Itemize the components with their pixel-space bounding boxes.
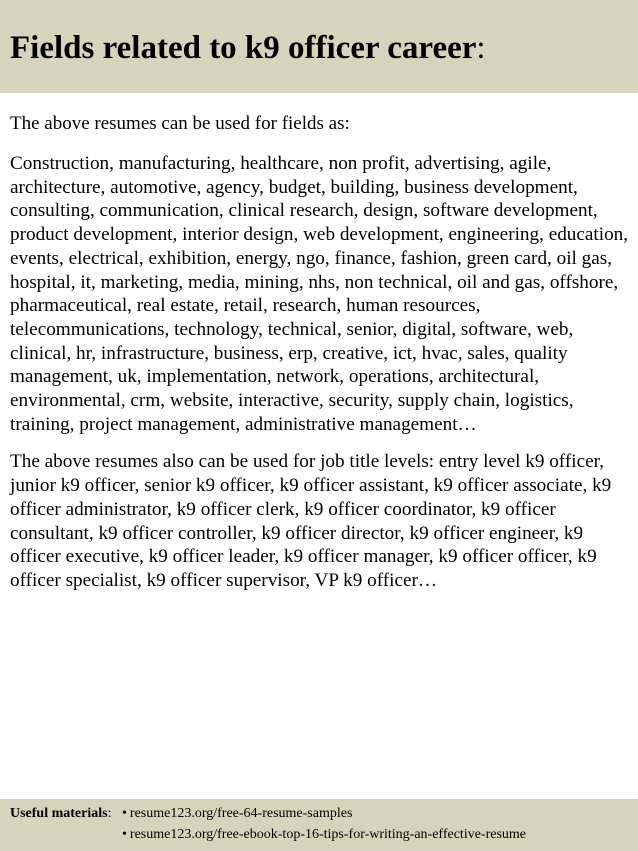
useful-materials-label-colon: : (107, 806, 112, 821)
page-title-text: Fields related to k9 officer career (10, 30, 477, 66)
footer-link-text[interactable]: resume123.org/free-ebook-top-16-tips-for-writing-an-effective-resume (129, 827, 527, 842)
footer-link-text[interactable]: resume123.org/free-64-resume-samples (129, 806, 353, 821)
bullet-icon: • (122, 827, 127, 842)
page-title-colon: : (476, 30, 486, 66)
useful-materials-label (10, 805, 111, 823)
useful-materials-label-text: Useful materials (10, 806, 108, 821)
footer-link-resume-samples[interactable] (122, 805, 352, 823)
main-content (10, 112, 632, 593)
page-title (10, 28, 486, 68)
intro-text: The above resumes can be used for fields as: (10, 113, 350, 134)
job-levels-paragraph: The above resumes also can be used for job title levels: entry level k9 officer, junior k9 officer, senior k9 officer, k9 officer assistant, k9 officer associate, k9 officer administrator, k9 officer clerk, k9 officer coordinator, k9 officer consultant, k9 officer controller, k9 officer director, k9 officer engineer, k9 officer executive, k9 officer leader, k9 officer manager, k9 officer officer, k9 officer specialist, k9 officer supervisor, VP k9 officer… (10, 451, 612, 591)
bullet-icon: • (122, 806, 127, 821)
footer-link-ebook-tips[interactable] (122, 826, 526, 844)
fields-list-paragraph: Construction, manufacturing, healthcare, non profit, advertising, agile, architecture, automotive, agency, budget, building, business development, consulting, communication, clinical research, design, software development, product development, interior design, web development, engineering, education, events, electrical, exhibition, energy, ngo, finance, fashion, green card, oil gas, hospital, it, marketing, media, mining, nhs, non technical, oil and gas, offshore, pharmaceutical, real estate, retail, research, human resources, telecommunications, technology, technical, senior, digital, software, web, clinical, hr, infrastructure, business, erp, creative, ict, hvac, sales, quality management, uk, implementation, network, operations, architectural, environmental, crm, website, interactive, security, supply chain, logistics, training, project management, administrative management… (10, 153, 629, 435)
